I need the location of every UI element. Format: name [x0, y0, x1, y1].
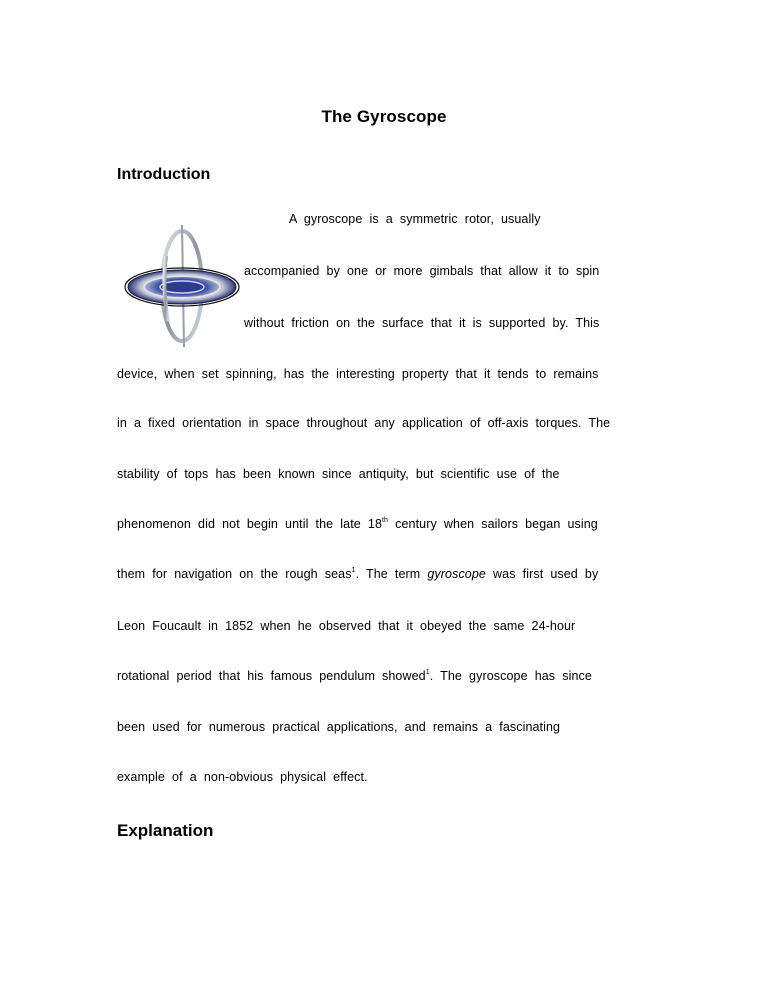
text-run: phenomenon did not begin until the late 18	[117, 517, 382, 531]
text-run: rotational period that his famous pendulum showed	[117, 669, 426, 683]
page-title: The Gyroscope	[321, 107, 447, 126]
paragraph-line: Leon Foucault in 1852 when he observed that it obeyed the same 24-hour	[117, 619, 576, 633]
paragraph-line	[117, 517, 598, 531]
text-run: . The term	[355, 567, 428, 581]
paragraph-line	[117, 669, 592, 683]
paragraph-line: A gyroscope is a symmetric rotor, usually	[289, 212, 541, 226]
paragraph-line: without friction on the surface that it is supported by. This	[244, 316, 600, 330]
section-heading-introduction: Introduction	[117, 166, 211, 183]
paragraph-line: example of a non-obvious physical effect.	[117, 770, 368, 784]
emphasized-term: gyroscope	[427, 567, 486, 581]
text-run: was first used by	[485, 567, 599, 581]
text-run: century when sailors began using	[388, 517, 598, 531]
footnote-reference: 1	[351, 567, 356, 574]
paragraph-line	[117, 567, 598, 581]
superscript-ordinal: th	[382, 517, 389, 524]
paragraph-line: been used for numerous practical applications, and remains a fascinating	[117, 720, 561, 734]
footnote-reference: 1	[425, 669, 430, 676]
gyroscope-illustration-icon	[122, 221, 242, 351]
paragraph-line: accompanied by one or more gimbals that allow it to spin	[244, 264, 600, 278]
paragraph-line: stability of tops has been known since antiquity, but scientific use of the	[117, 467, 560, 481]
paragraph-line: device, when set spinning, has the interesting property that it tends to remains	[117, 367, 599, 381]
section-heading-explanation: Explanation	[117, 821, 214, 840]
paragraph-line: in a fixed orientation in space throughout any application of off-axis torques. The	[117, 416, 611, 430]
text-run: them for navigation on the rough seas	[117, 567, 352, 581]
text-run: . The gyroscope has since	[429, 669, 592, 683]
